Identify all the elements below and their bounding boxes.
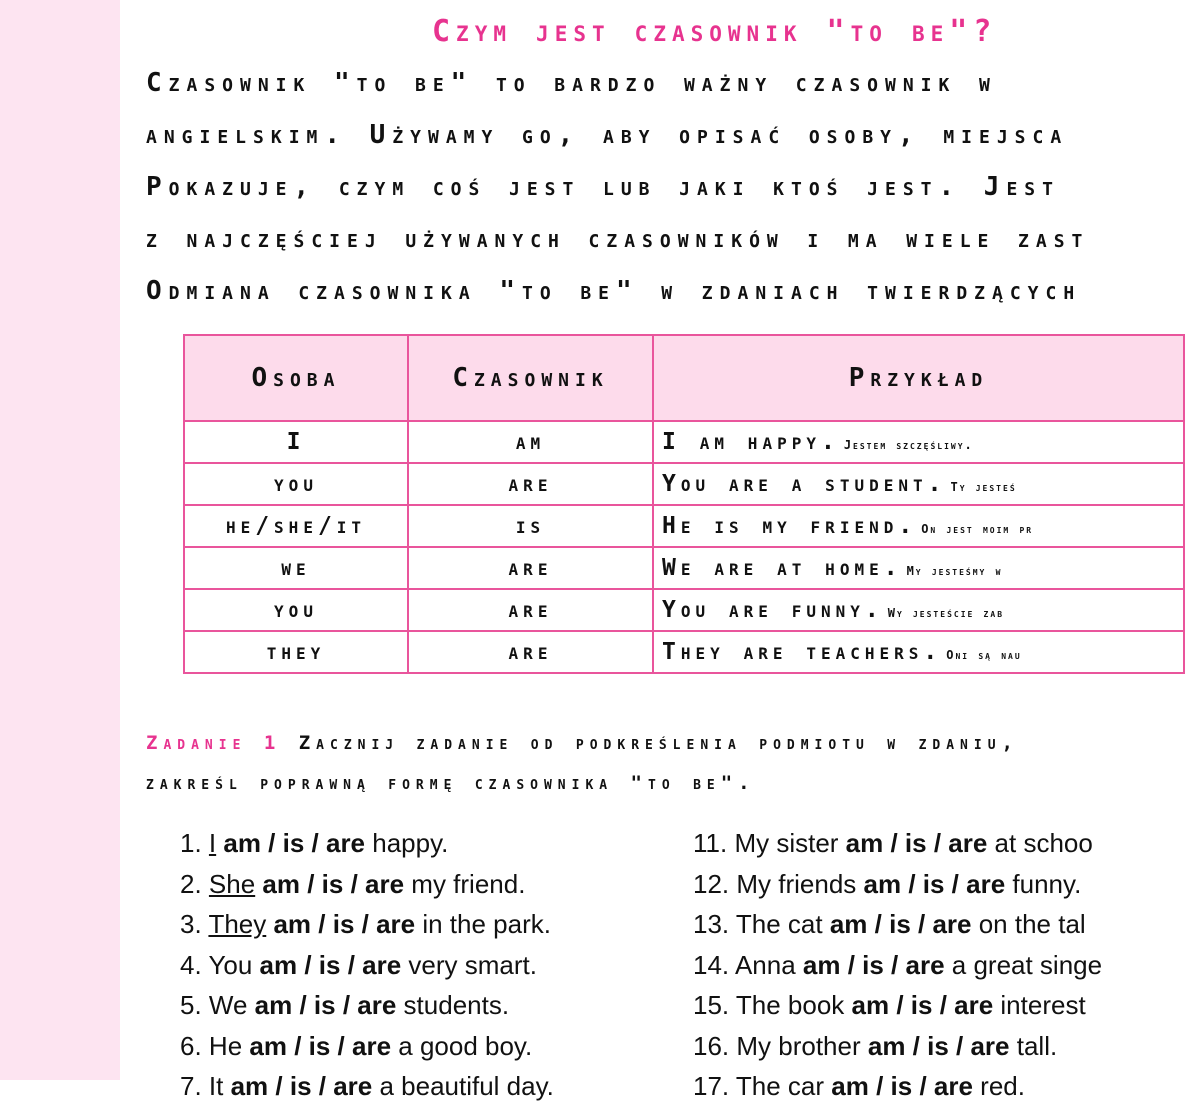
cell-example	[653, 631, 1184, 673]
verb-options[interactable]: am / is / are	[838, 828, 995, 858]
exercise-number: 14.	[693, 949, 735, 980]
verb-options[interactable]: am / is / are	[822, 909, 979, 939]
verb-options[interactable]: am / is / are	[860, 1030, 1017, 1061]
example-translation: Oni są nau	[946, 648, 1022, 662]
exercise-item	[693, 864, 1102, 905]
exercise-subject: My sister	[734, 828, 839, 858]
cell-person: he/she/it	[184, 505, 408, 547]
verb-options[interactable]: am / is / are	[255, 868, 412, 899]
exercise-subject: I	[208, 828, 217, 858]
conjugation-table	[183, 334, 1185, 674]
verb-options[interactable]: am / is / are	[824, 1071, 981, 1101]
exercise-rest: on the tal	[978, 909, 1086, 939]
example-translation: My jesteśmy w	[906, 564, 1003, 578]
exercise-rest: in the park.	[422, 909, 551, 939]
exercise-list-left	[180, 823, 554, 1107]
intro-line-1: Czasownik "to be" to bardzo ważny czasownik w	[146, 68, 997, 98]
exercise-rest: red.	[980, 1071, 1025, 1101]
example-translation: Wy jesteście zab	[887, 606, 1005, 620]
exercise-rest: very smart.	[408, 949, 537, 980]
cell-verb: am	[408, 421, 653, 463]
exercise-item	[693, 1026, 1102, 1067]
header-example: Przykład	[653, 335, 1184, 421]
exercise-item	[693, 945, 1102, 986]
exercise-subject: My friends	[736, 868, 857, 899]
table-row	[184, 547, 1184, 589]
cell-example	[653, 421, 1184, 463]
exercise-item	[180, 1066, 554, 1107]
intro-line-4: z najczęściej używanych czasowników i ma wiele zast	[146, 224, 1090, 254]
exercise-rest: a beautiful day.	[379, 1071, 554, 1101]
exercise-subject: Anna	[734, 949, 796, 980]
exercise-rest: a good boy.	[398, 1030, 533, 1061]
intro-line-3: Pokazuje, czym coś jest lub jaki ktoś jest. Jest	[146, 172, 1060, 202]
exercise-item	[180, 823, 554, 864]
cell-example	[653, 505, 1184, 547]
exercise-number: 1.	[180, 828, 209, 858]
example-sentence: They are teachers.	[662, 639, 943, 665]
example-translation: Ty jesteś	[950, 480, 1017, 494]
exercise-number: 4.	[180, 949, 209, 980]
exercise-subject: He	[208, 1030, 243, 1061]
intro-line-2: angielskim. Używamy go, aby opisać osoby, miejsca	[146, 120, 1069, 150]
table-row	[184, 421, 1184, 463]
task-text-line-2: zakreśl poprawną formę czasownika "to be".	[146, 772, 756, 794]
example-sentence: You are a student.	[662, 471, 947, 497]
table-row	[184, 589, 1184, 631]
exercise-subject: The cat	[735, 909, 823, 939]
verb-options[interactable]: am / is / are	[216, 828, 373, 858]
exercise-number: 6.	[180, 1030, 209, 1061]
cell-person: you	[184, 463, 408, 505]
exercise-subject: My brother	[736, 1030, 861, 1061]
exercise-rest: happy.	[372, 828, 449, 858]
exercise-rest: students.	[403, 990, 510, 1020]
exercise-rest: my friend.	[411, 868, 526, 899]
exercise-subject: They	[208, 909, 267, 939]
cell-verb: are	[408, 589, 653, 631]
exercise-rest: tall.	[1016, 1030, 1058, 1061]
cell-verb: are	[408, 631, 653, 673]
table-header-row	[184, 335, 1184, 421]
exercise-number: 5.	[180, 990, 209, 1020]
exercise-subject: The car	[735, 1071, 825, 1101]
exercise-item	[180, 1026, 554, 1067]
example-translation: Jestem szczęśliwy.	[843, 438, 974, 452]
example-translation: On jest moim pr	[921, 522, 1034, 536]
worksheet-page	[120, 0, 1103, 1101]
exercise-subject: She	[208, 868, 256, 899]
exercise-item	[180, 945, 554, 986]
verb-options[interactable]: am / is / are	[266, 909, 423, 939]
verb-options[interactable]: am / is / are	[795, 949, 952, 980]
exercise-subject: We	[208, 990, 248, 1020]
header-verb: Czasownik	[408, 335, 653, 421]
cell-person: they	[184, 631, 408, 673]
example-sentence: We are at home.	[662, 555, 903, 581]
cell-person: I	[184, 421, 408, 463]
exercise-rest: funny.	[1012, 868, 1082, 899]
exercise-subject: You	[208, 949, 253, 980]
cell-verb: are	[408, 547, 653, 589]
exercise-item	[693, 823, 1102, 864]
exercise-item	[180, 904, 554, 945]
exercise-subject: It	[208, 1071, 224, 1101]
example-sentence: I am happy.	[662, 429, 840, 455]
page-title: Czym jest czasownik "to be"?	[432, 14, 998, 49]
intro-line-5: Odmiana czasownika "to be" w zdaniach twierdzących	[146, 276, 1082, 306]
example-sentence: You are funny.	[662, 597, 884, 623]
exercise-subject: The book	[735, 990, 845, 1020]
task-text-line-1: Zacznij zadanie od podkreślenia podmiotu w zdaniu,	[298, 732, 1019, 754]
table-row	[184, 505, 1184, 547]
left-margin-band	[0, 0, 120, 1080]
task-label: Zadanie 1	[146, 732, 282, 754]
exercise-number: 15.	[693, 990, 736, 1020]
exercise-item	[693, 904, 1102, 945]
cell-person: you	[184, 589, 408, 631]
exercise-item	[180, 985, 554, 1026]
cell-example	[653, 547, 1184, 589]
exercise-rest: at schoo	[994, 828, 1093, 858]
table-row	[184, 631, 1184, 673]
cell-example	[653, 463, 1184, 505]
exercise-rest: interest	[1000, 990, 1086, 1020]
exercise-item	[693, 985, 1102, 1026]
verb-options[interactable]: am / is / are	[252, 949, 409, 980]
verb-options[interactable]: am / is / are	[223, 1071, 380, 1101]
exercise-item	[693, 1066, 1102, 1107]
verb-options[interactable]: am / is / are	[856, 868, 1013, 899]
task-instruction	[146, 732, 1019, 754]
exercise-number: 7.	[180, 1071, 209, 1101]
exercise-list-right	[693, 823, 1102, 1107]
exercise-number: 11.	[693, 828, 735, 858]
exercise-item	[180, 864, 554, 905]
exercise-number: 12.	[693, 868, 737, 899]
example-sentence: He is my friend.	[662, 513, 918, 539]
verb-options[interactable]: am / is / are	[247, 990, 404, 1020]
exercise-number: 16.	[693, 1030, 737, 1061]
exercise-number: 17.	[693, 1071, 736, 1101]
cell-example	[653, 589, 1184, 631]
exercise-number: 3.	[180, 909, 209, 939]
cell-verb: is	[408, 505, 653, 547]
cell-person: we	[184, 547, 408, 589]
exercise-number: 2.	[180, 868, 209, 899]
table-row	[184, 463, 1184, 505]
exercise-number: 13.	[693, 909, 736, 939]
cell-verb: are	[408, 463, 653, 505]
verb-options[interactable]: am / is / are	[844, 990, 1001, 1020]
header-person: Osoba	[184, 335, 408, 421]
verb-options[interactable]: am / is / are	[242, 1030, 399, 1061]
exercise-rest: a great singe	[951, 949, 1103, 980]
